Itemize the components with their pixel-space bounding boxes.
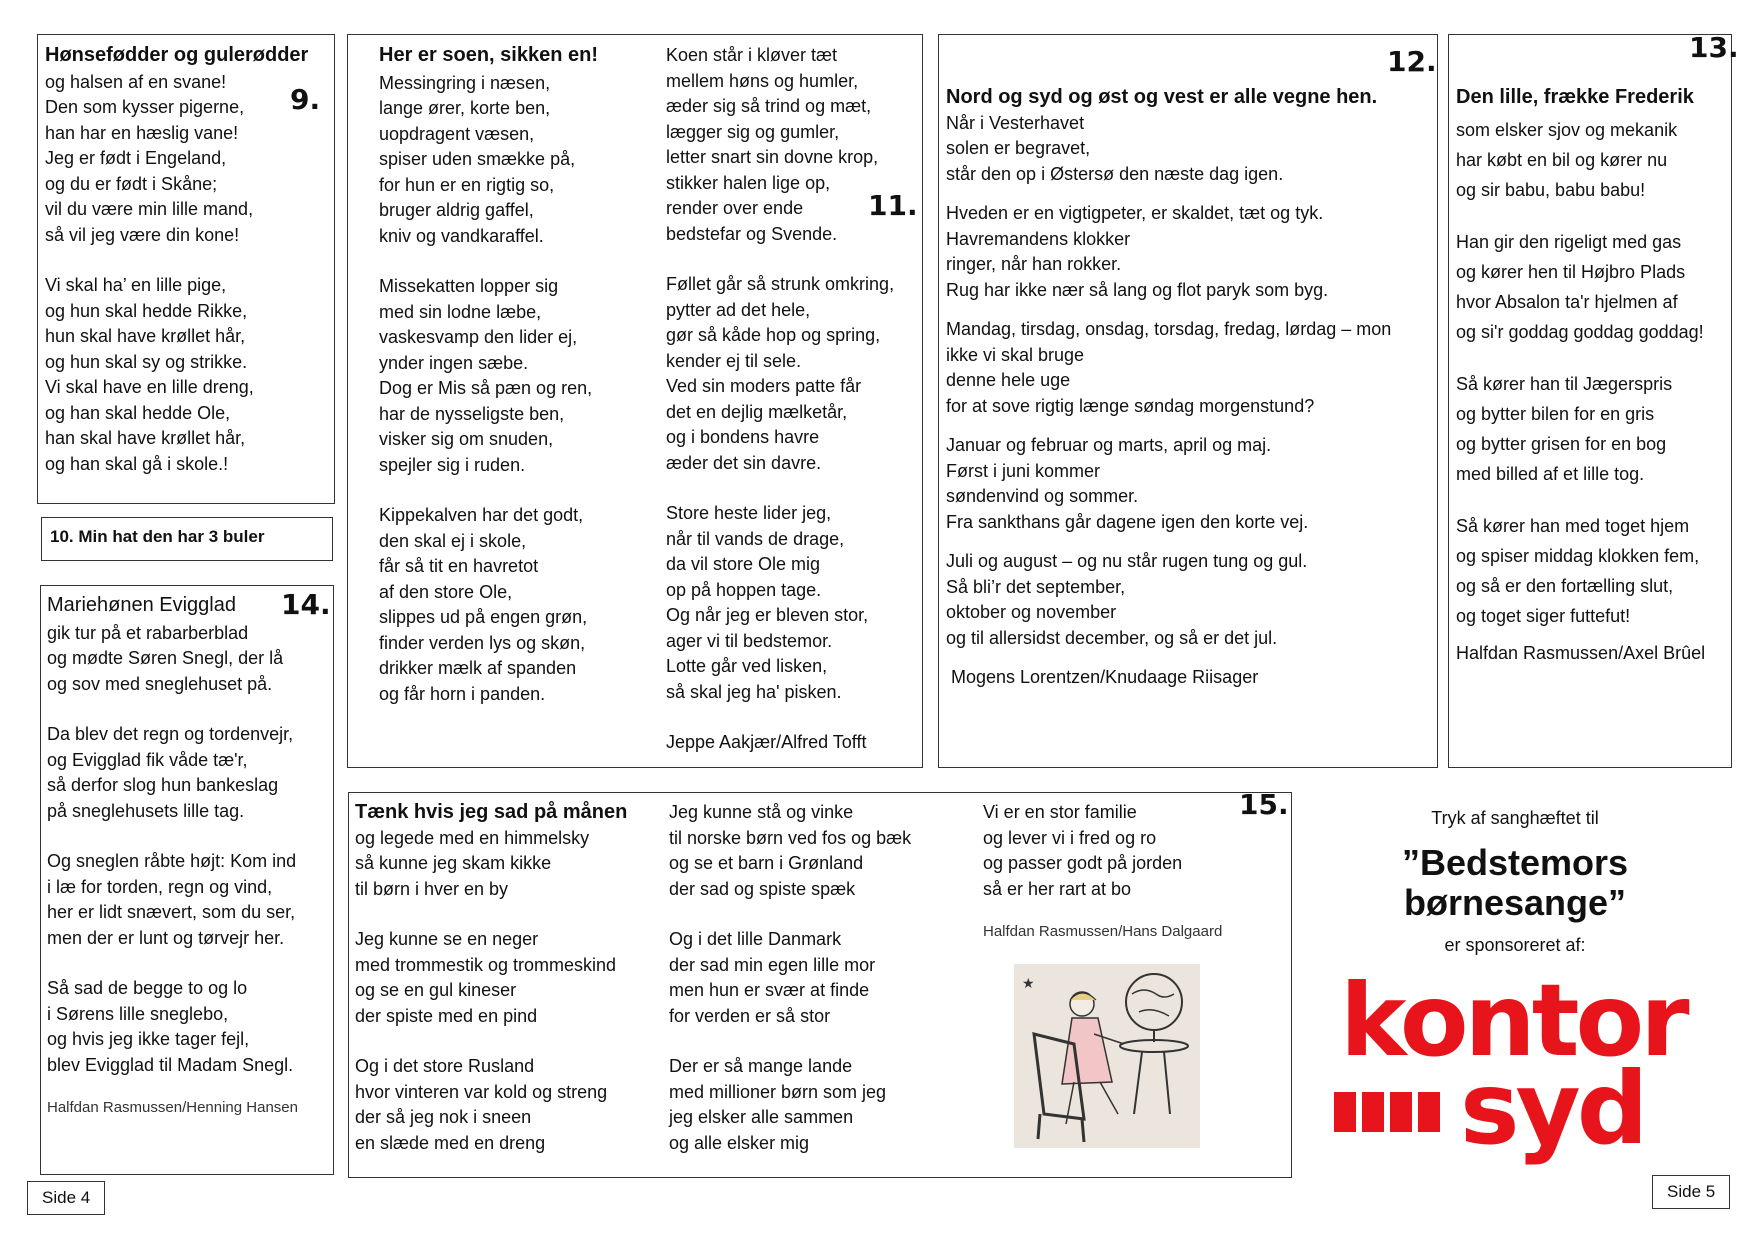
lyric-line: og se et barn i Grønland	[669, 853, 864, 873]
lyric-line: og du er født i Skåne;	[45, 173, 218, 194]
lyric-line: så skal jeg ha' pisken.	[666, 681, 842, 702]
lyric-line: en slæde med en dreng	[355, 1132, 546, 1153]
lyric-line: her er lidt snævert, som du ser,	[47, 902, 296, 922]
lyric-line: så kunne jeg skam kikke	[355, 853, 552, 873]
lyric-line: og se en gul kineser	[355, 980, 517, 1000]
lyric-line: Dog er Mis så pæn og ren,	[379, 378, 593, 398]
song-13-box	[1448, 31, 1739, 768]
lyric-line: og hun skal hedde Rikke,	[45, 300, 248, 321]
lyric-line: oktober og november	[946, 602, 1117, 622]
kontor-syd-logo	[1330, 962, 1690, 1170]
lyric-line: Den som kysser pigerne,	[45, 97, 245, 117]
lyric-line: får så tit en havretot	[379, 556, 539, 576]
song-15-title: Tænk hvis jeg sad på månen	[355, 801, 628, 823]
page-number-left: Side 4	[27, 1181, 105, 1215]
lyric-line: og sov med sneglehuset på.	[47, 673, 273, 694]
song-9-lines	[45, 70, 328, 478]
song-9-number: 9.	[290, 83, 321, 116]
lyric-line: Ved sin moders patte får	[666, 376, 862, 396]
stanza-gap	[666, 247, 894, 272]
song-15-box	[348, 788, 1292, 1178]
lyric-line: Og i det lille Danmark	[669, 929, 842, 949]
song-13-credit: Halfdan Rasmussen/Axel Brûel	[1456, 642, 1706, 663]
logo-word-syd: syd	[1460, 1050, 1645, 1167]
lyric-line: finder verden lys og skøn,	[379, 632, 586, 653]
svg-text:★: ★	[1022, 975, 1035, 991]
lyric-line: Vi skal have en lille dreng,	[45, 377, 254, 397]
song-14-number: 14.	[281, 588, 331, 621]
lyric-line: Mandag, tirsdag, onsdag, torsdag, fredag, lørdag – mon	[946, 319, 1392, 339]
girl-globe-drawing	[1014, 964, 1200, 1148]
lyric-line: lange ører, korte ben,	[379, 98, 551, 118]
lyric-line: spejler sig i ruden.	[379, 454, 526, 475]
lyric-line: og si'r goddag goddag goddag!	[1456, 321, 1704, 342]
lyric-line: så vil jeg være din kone!	[45, 224, 240, 245]
lyric-line: Så kører han med toget hjem	[1456, 515, 1690, 536]
lyric-line: Så sad de begge to og lo	[47, 978, 248, 998]
lyric-line: og lever vi i fred og ro	[983, 827, 1157, 848]
stanza	[946, 317, 1429, 419]
lyric-line: med trommestik og trommeskind	[355, 954, 617, 975]
lyric-line: og Evigglad fik våde tæ'r,	[47, 749, 248, 770]
lyric-line: der spiste med en pind	[355, 1005, 538, 1026]
song-10-label: 10. Min hat den har 3 buler	[50, 527, 265, 546]
lyric-line: æder sig så trind og mæt,	[666, 96, 872, 116]
song-12-credit: Mogens Lorentzen/Knudaage Riisager	[951, 667, 1259, 687]
lyric-line: kender ej til sele.	[666, 350, 802, 371]
stanza-gap	[355, 902, 627, 927]
song-15-col1	[355, 826, 627, 1157]
lyric-line: og kører hen til Højbro Plads	[1456, 261, 1686, 282]
lyric-line: som elsker sjov og mekanik	[1456, 119, 1678, 140]
lyric-line: den skal ej i skole,	[379, 530, 527, 551]
lyric-line: bedstefar og Svende.	[666, 223, 838, 244]
lyric-line: Han gir den rigeligt med gas	[1456, 231, 1682, 252]
lyric-line: gør så kåde hop og spring,	[666, 325, 881, 345]
song-14-box	[40, 585, 334, 1175]
lyric-line: denne hele uge	[946, 370, 1071, 390]
lyric-line: der sad min egen lille mor	[669, 954, 876, 975]
song-12-title: Nord og syd og øst og vest er alle vegne hen.	[946, 86, 1378, 108]
stanza-gap	[379, 478, 598, 503]
lyric-line: Hveden er en vigtigpeter, er skaldet, tæt og tyk.	[946, 203, 1324, 223]
lyric-line: vaskesvamp den lider ej,	[379, 327, 578, 347]
lyric-line: lægger sig og gumler,	[666, 121, 840, 142]
book-title-line2: børnesange”	[1403, 882, 1627, 923]
lyric-line: og han skal gå i skole.!	[45, 453, 229, 474]
lyric-line: og hun skal sy og strikke.	[45, 351, 248, 372]
song-12-box	[938, 34, 1438, 768]
lyric-line: Jeg er født i Engeland,	[45, 148, 227, 168]
lyric-line: drikker mælk af spanden	[379, 658, 577, 678]
stanza-gap	[47, 824, 327, 849]
stanza	[946, 549, 1429, 651]
lyric-line: pytter ad det hele,	[666, 299, 811, 320]
lyric-line: og passer godt på jorden	[983, 853, 1183, 873]
lyric-line: op på hoppen tage.	[666, 579, 822, 600]
song-9-box	[37, 34, 335, 504]
lyric-line: og mødte Søren Snegl, der lå	[47, 648, 284, 668]
lyric-line: æder det sin davre.	[666, 452, 822, 473]
song-12-number: 12.	[1387, 45, 1437, 78]
song-13-number: 13.	[1689, 31, 1739, 64]
lyric-line: render over ende	[666, 198, 804, 218]
song-14-title: Mariehønen Evigglad	[47, 594, 236, 616]
lyric-line: ynder ingen sæbe.	[379, 352, 529, 373]
lyric-line: Jeg kunne se en neger	[355, 929, 539, 949]
lyric-line: har købt en bil og kører nu	[1456, 149, 1668, 170]
song-15-col3	[983, 800, 1222, 902]
lyric-line: Så kører han til Jægerspris	[1456, 373, 1673, 394]
lyric-line: ikke vi skal bruge	[946, 344, 1085, 365]
song-11-col1	[379, 71, 598, 708]
lyric-line: Juli og august – og nu står rugen tung og gul.	[946, 551, 1308, 571]
lyric-line: på sneglehusets lille tag.	[47, 800, 245, 821]
lyric-line: Først i juni kommer	[946, 460, 1101, 481]
lyric-line: Og sneglen råbte højt: Kom ind	[47, 851, 297, 871]
lyric-line: og så er den fortælling slut,	[1456, 575, 1674, 596]
lyric-line: og alle elsker mig	[669, 1132, 810, 1153]
stanza	[946, 433, 1429, 535]
lyric-line: søndenvind og sommer.	[946, 486, 1139, 506]
lyric-line: Lotte går ved lisken,	[666, 656, 828, 676]
stanza	[1456, 369, 1725, 489]
song-14-lines	[47, 621, 327, 1079]
lyric-line: ringer, når han rokker.	[946, 254, 1122, 274]
lyric-line: for verden er så stor	[669, 1005, 831, 1026]
lyric-line: Missekatten lopper sig	[379, 276, 559, 296]
lyric-line: til børn i hver en by	[355, 878, 509, 899]
lyric-line: med millioner børn som jeg	[669, 1081, 887, 1102]
lyric-line: og sir babu, babu babu!	[1456, 179, 1646, 200]
lyric-line: og bytter bilen for en gris	[1456, 403, 1655, 424]
lyric-line: Når i Vesterhavet	[946, 112, 1085, 133]
stanza-gap	[666, 476, 894, 501]
lyric-line: letter snart sin dovne krop,	[666, 147, 879, 167]
lyric-line: Føllet går så strunk omkring,	[666, 274, 895, 294]
stanza	[946, 201, 1429, 303]
lyric-line: Vi er en stor familie	[983, 802, 1137, 822]
lyric-line: Jeg kunne stå og vinke	[669, 802, 854, 822]
lyric-line: gik tur på et rabarberblad	[47, 622, 249, 643]
stanza-gap	[355, 1029, 627, 1054]
song-10-box	[41, 517, 333, 561]
lyric-line: til norske børn ved fos og bæk	[669, 827, 912, 848]
lyric-line: Fra sankthans går dagene igen den korte vej.	[946, 511, 1309, 532]
lyric-line: Januar og februar og marts, april og maj.	[946, 435, 1272, 455]
logo-word-kontor: kontor	[1340, 962, 1686, 1079]
logo-stripes	[1334, 1092, 1444, 1132]
stanza-gap	[47, 951, 327, 976]
book-title-line1: ”Bedstemors	[1401, 842, 1629, 883]
lyric-line: han skal have krøllet hår,	[45, 428, 246, 448]
song-14-credit: Halfdan Rasmussen/Henning Hansen	[47, 1099, 298, 1116]
song-13-stanzas	[1456, 115, 1725, 631]
lyric-line: Der er så mange lande	[669, 1056, 853, 1076]
lyric-line: og får horn i panden.	[379, 683, 546, 704]
lyric-line: og bytter grisen for en bog	[1456, 433, 1667, 454]
lyric-line: jeg elsker alle sammen	[669, 1107, 854, 1127]
lyric-line: vil du være min lille mand,	[45, 199, 254, 219]
stanza	[1456, 511, 1725, 631]
lyric-line: i Sørens lille sneglebo,	[47, 1003, 229, 1024]
lyric-line: så derfor slog hun bankeslag	[47, 775, 279, 795]
stanza-gap	[669, 902, 911, 927]
song-11-number: 11.	[868, 189, 918, 222]
lyric-line: Vi skal ha’ en lille pige,	[45, 275, 227, 295]
lyric-line: og han skal hedde Ole,	[45, 402, 231, 423]
lyric-line: Messingring i næsen,	[379, 72, 551, 93]
sponsor-line3: er sponsoreret af:	[1444, 935, 1586, 955]
lyric-line: Havremandens klokker	[946, 228, 1131, 249]
lyric-line: og til allersidst december, og så er det jul.	[946, 627, 1278, 648]
lyric-line: kniv og vandkaraffel.	[379, 225, 544, 246]
stanza	[946, 111, 1429, 188]
song-11-box	[347, 34, 923, 768]
lyric-line: men der er lunt og tørvejr her.	[47, 927, 285, 948]
lyric-line: hvor vinteren var kold og streng	[355, 1081, 608, 1102]
lyric-line: og i bondens havre	[666, 427, 820, 447]
lyric-line: og spiser middag klokken fem,	[1456, 545, 1700, 566]
lyric-line: Og når jeg er bleven stor,	[666, 605, 869, 625]
lyric-line: solen er begravet,	[946, 138, 1091, 158]
lyric-line: uopdragent væsen,	[379, 123, 535, 144]
stanza-gap	[47, 697, 327, 722]
stanza-gap	[45, 248, 328, 273]
lyric-line: for at sove rigtig længe søndag morgenstund?	[946, 395, 1315, 416]
lyric-line: hvor Absalon ta'r hjelmen af	[1456, 291, 1678, 312]
lyric-line: bruger aldrig gaffel,	[379, 200, 534, 220]
lyric-line: med billed af et lille tog.	[1456, 463, 1645, 484]
lyric-line: Kippekalven har det godt,	[379, 505, 584, 525]
stanza	[1456, 227, 1725, 347]
stanza-gap	[379, 249, 598, 274]
lyric-line: det en dejlig mælketår,	[666, 401, 848, 422]
lyric-line: mellem høns og humler,	[666, 70, 859, 91]
song-15-number: 15.	[1239, 788, 1289, 821]
page-number-right: Side 5	[1652, 1175, 1730, 1209]
stanza-gap	[669, 1029, 911, 1054]
lyric-line: Store heste lider jeg,	[666, 503, 832, 523]
lyric-line: og halsen af en svane!	[45, 71, 227, 92]
lyric-line: har de nysseligste ben,	[379, 403, 565, 424]
sponsor-text-block	[1330, 808, 1700, 956]
lyric-line: og toget siger futtefut!	[1456, 605, 1631, 626]
song-13-title: Den lille, frække Frederik	[1456, 86, 1694, 108]
song-11-col2	[666, 43, 894, 756]
lyric-line: hun skal have krøllet hår,	[45, 326, 246, 346]
lyric-line: men hun er svær at finde	[669, 980, 870, 1000]
lyric-line: når til vands de drage,	[666, 528, 845, 549]
lyric-line: visker sig om snuden,	[379, 429, 554, 449]
lyric-line: for hun er en rigtig so,	[379, 174, 555, 195]
sponsor-line1: Tryk af sanghæftet til	[1431, 808, 1599, 828]
lyric-line: så er her rart at bo	[983, 878, 1132, 899]
lyric-line: ager vi til bedstemor.	[666, 630, 833, 651]
lyric-line: han har en hæslig vane!	[45, 122, 239, 143]
lyric-line: da vil store Ole mig	[666, 554, 821, 574]
lyric-line: stikker halen lige op,	[666, 172, 831, 193]
stanza	[1456, 115, 1725, 205]
lyric-line: af den store Ole,	[379, 581, 513, 602]
lyric-line: står den op i Østersø den næste dag igen.	[946, 163, 1284, 184]
song-15-credit: Halfdan Rasmussen/Hans Dalgaard	[983, 923, 1223, 940]
lyric-line: spiser uden smække på,	[379, 149, 576, 169]
lyric-line: og legede med en himmelsky	[355, 827, 590, 848]
lyric-line: Rug har ikke nær så lang og flot paryk som byg.	[946, 279, 1329, 300]
lyric-line: der sad og spiste spæk	[669, 878, 856, 899]
song-11-title: Her er soen, sikken en!	[379, 44, 598, 66]
lyric-line: slippes ud på engen grøn,	[379, 607, 588, 627]
lyric-line: Jeppe Aakjær/Alfred Tofft	[666, 732, 867, 752]
lyric-line: og hvis jeg ikke tager fejl,	[47, 1029, 250, 1049]
lyric-line: Koen står i kløver tæt	[666, 45, 838, 65]
illustration-girl-with-globe	[1014, 964, 1200, 1148]
lyric-line: der så jeg nok i sneen	[355, 1107, 532, 1127]
song-9-title: Hønsefødder og gulerødder	[45, 44, 309, 66]
song-12-stanzas	[946, 111, 1429, 652]
lyric-line: blev Evigglad til Madam Snegl.	[47, 1054, 294, 1075]
lyric-line: med sin lodne læbe,	[379, 301, 542, 322]
lyric-line: Da blev det regn og tordenvejr,	[47, 724, 294, 744]
stanza-gap	[666, 705, 894, 730]
lyric-line: Så bli’r det september,	[946, 576, 1126, 597]
lyric-line: i læ for torden, regn og vind,	[47, 876, 273, 897]
song-15-col2	[669, 800, 911, 1156]
lyric-line: Og i det store Rusland	[355, 1056, 535, 1076]
